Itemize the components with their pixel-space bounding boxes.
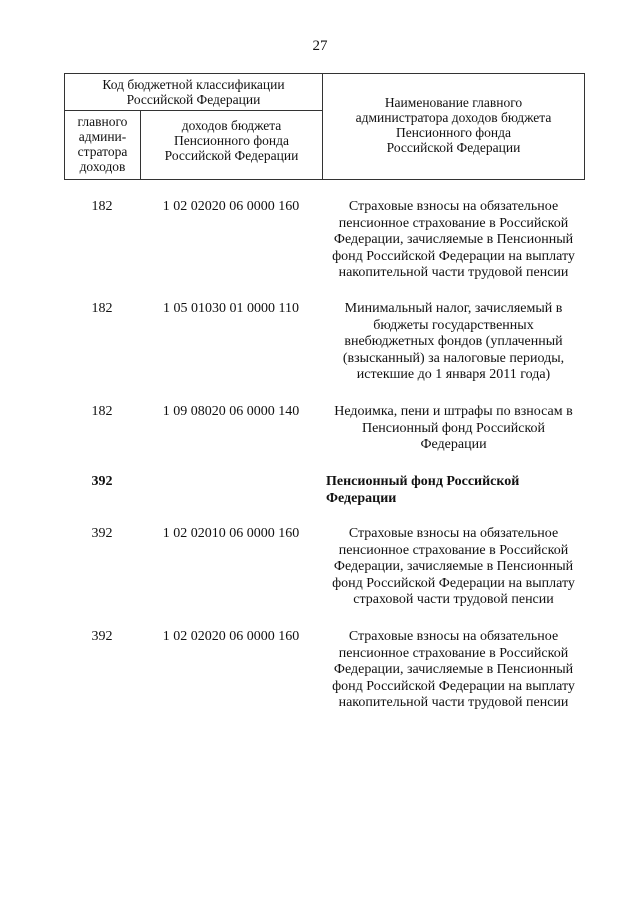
- header-name-column: [323, 74, 584, 179]
- name-line: фонд Российской Федерации на выплату: [332, 678, 575, 694]
- name-line: Федерации, зачисляемые в Пенсионный: [333, 232, 574, 247]
- header-text: Российской Федерации: [126, 92, 261, 107]
- header-text: админи-: [78, 129, 127, 144]
- name-line: Минимальный налог, зачисляемый в: [344, 301, 563, 316]
- name-line: истекшие до 1 января 2011 года): [356, 367, 551, 382]
- admin-code: 182: [91, 301, 113, 316]
- name-line: Федерации, зачисляемые в Пенсионный: [333, 559, 574, 574]
- header-income-column: [141, 111, 323, 180]
- admin-code: 392: [91, 629, 113, 644]
- header-text: администратора доходов бюджета: [355, 110, 552, 125]
- admin-code: 392: [91, 474, 113, 489]
- admin-code: 182: [91, 199, 113, 214]
- budget-code: 1 02 02020 06 0000 160: [162, 629, 300, 644]
- table-header: [64, 73, 585, 180]
- header-text: доходов бюджета: [181, 118, 282, 133]
- name-line: фонд Российской Федерации на выплату: [332, 575, 575, 591]
- name-line: пенсионное страхование в Российской: [338, 542, 569, 558]
- page-number: 27: [312, 38, 328, 54]
- header-text: Пенсионного фонда: [395, 125, 512, 140]
- name-line: страховой части трудовой пенсии: [353, 592, 554, 607]
- admin-code: 182: [91, 404, 113, 419]
- header-admin-column: [65, 111, 141, 180]
- name-line: внебюджетных фондов (уплаченный: [344, 334, 563, 349]
- header-text: Код бюджетной классификации: [102, 77, 285, 92]
- header-text: Российской Федерации: [386, 140, 521, 155]
- name-line: Федерации: [326, 490, 397, 506]
- name-line: Страховые взносы на обязательное: [348, 199, 559, 214]
- name-line: Федерации, зачисляемые в Пенсионный: [333, 662, 574, 677]
- header-text: Российской Федерации: [164, 148, 299, 163]
- budget-code: 1 02 02020 06 0000 160: [162, 199, 300, 214]
- header-text: Наименование главного: [384, 95, 523, 110]
- name-line: накопительной части трудовой пенсии: [338, 265, 569, 280]
- name-line: Недоимка, пени и штрафы по взносам в: [334, 404, 573, 419]
- budget-code: 1 02 02010 06 0000 160: [162, 526, 300, 541]
- name-line: Страховые взносы на обязательное: [348, 629, 559, 644]
- name-line: Пенсионный фонд Российской: [361, 420, 546, 436]
- name-line: бюджеты государственных: [373, 317, 534, 333]
- budget-code: 1 05 01030 01 0000 110: [163, 301, 299, 316]
- income-name: [322, 526, 585, 609]
- name-line: накопительной части трудовой пенсии: [338, 695, 569, 710]
- header-text: доходов: [79, 159, 126, 174]
- name-line: Федерации: [420, 437, 487, 452]
- budget-code: 1 09 08020 06 0000 140: [162, 404, 300, 419]
- admin-code: 392: [91, 526, 113, 541]
- header-text: Пенсионного фонда: [173, 133, 290, 148]
- name-line: пенсионное страхование в Российской: [338, 645, 569, 661]
- name-line: фонд Российской Федерации на выплату: [332, 248, 575, 264]
- header-text: стратора: [77, 144, 128, 159]
- income-name: [322, 199, 585, 282]
- header-text: главного: [77, 114, 128, 129]
- name-line: (взысканный) за налоговые периоды,: [342, 350, 565, 366]
- name-line: Пенсионный фонд Российской: [326, 474, 520, 489]
- income-name: [322, 301, 585, 384]
- income-name: [322, 404, 585, 454]
- name-line: Страховые взносы на обязательное: [348, 526, 559, 541]
- administrator-name: [322, 474, 589, 507]
- name-line: пенсионное страхование в Российской: [338, 215, 569, 231]
- income-name: [322, 629, 585, 712]
- header-code-group: [65, 74, 323, 111]
